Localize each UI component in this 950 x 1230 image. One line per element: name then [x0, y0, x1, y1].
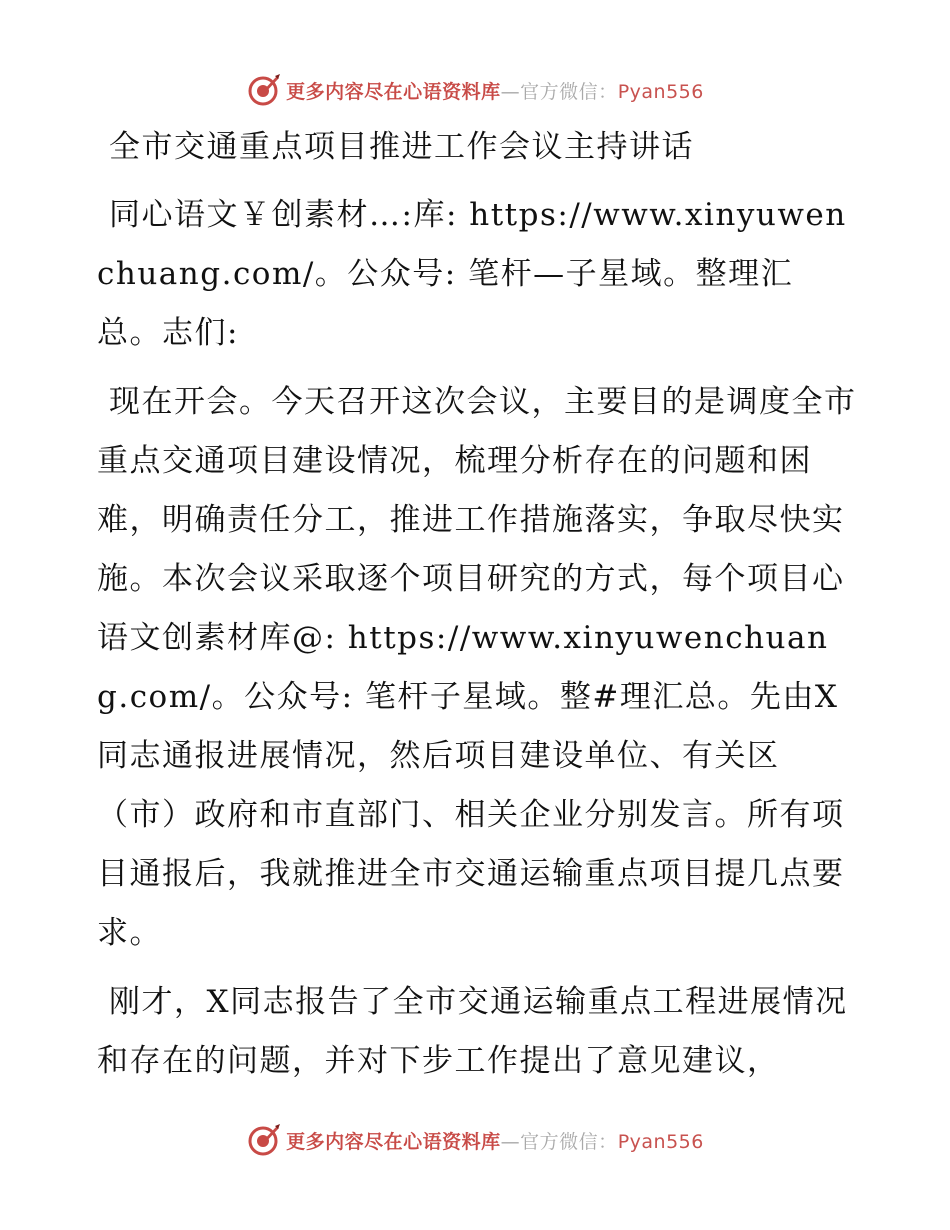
paragraph-opening: 现在开会。今天召开这次会议，主要目的是调度全市重点交通项目建设情况，梳理分析存在的问题和困难，明确责任分工，推进工作措施落实，争取尽快实施。本次会议采取逐个项目研究的方式，每个项目心语文创素材库@: https://www.xinyuwenchuang.com/。公众号: 笔杆子星域。整#理汇总。先由X同志通报进展情况，然后项目建设单位、有关区（市）政府和市直部门、相关企业分别发言。所有项目通报后，我就推进全市交通运输重点项目提几点要求。 — [97, 384, 857, 951]
watermark-suffix: 官方微信： — [520, 80, 618, 103]
quill-seal-icon — [246, 72, 282, 108]
quill-seal-icon — [246, 1122, 282, 1158]
watermark-separator: — — [500, 1130, 521, 1153]
footer-watermark — [0, 1120, 950, 1160]
watermark-wechat-id: Pyan556 — [617, 80, 704, 103]
watermark-text — [286, 1127, 704, 1154]
document-body — [97, 118, 857, 1101]
watermark-main-text: 更多内容尽在心语资料库 — [286, 1130, 501, 1153]
document-title: 全市交通重点项目推进工作会议主持讲话 — [109, 129, 694, 165]
watermark-main-text: 更多内容尽在心语资料库 — [286, 80, 501, 103]
watermark-suffix: 官方微信： — [520, 1130, 618, 1153]
watermark-wechat-id: Pyan556 — [617, 1130, 704, 1153]
watermark-separator: — — [500, 80, 521, 103]
paragraph-report-summary: 刚才，X同志报告了全市交通运输重点工程进展情况和存在的问题，并对下步工作提出了意见建议， — [97, 984, 848, 1079]
paragraph-source-note: 同心语文￥创素材…:库: https://www.xinyuwenchuang.com/。公众号: 笔杆—子星域。整理汇总。志们: — [97, 197, 847, 351]
header-watermark — [0, 70, 950, 110]
watermark-text — [286, 77, 704, 104]
